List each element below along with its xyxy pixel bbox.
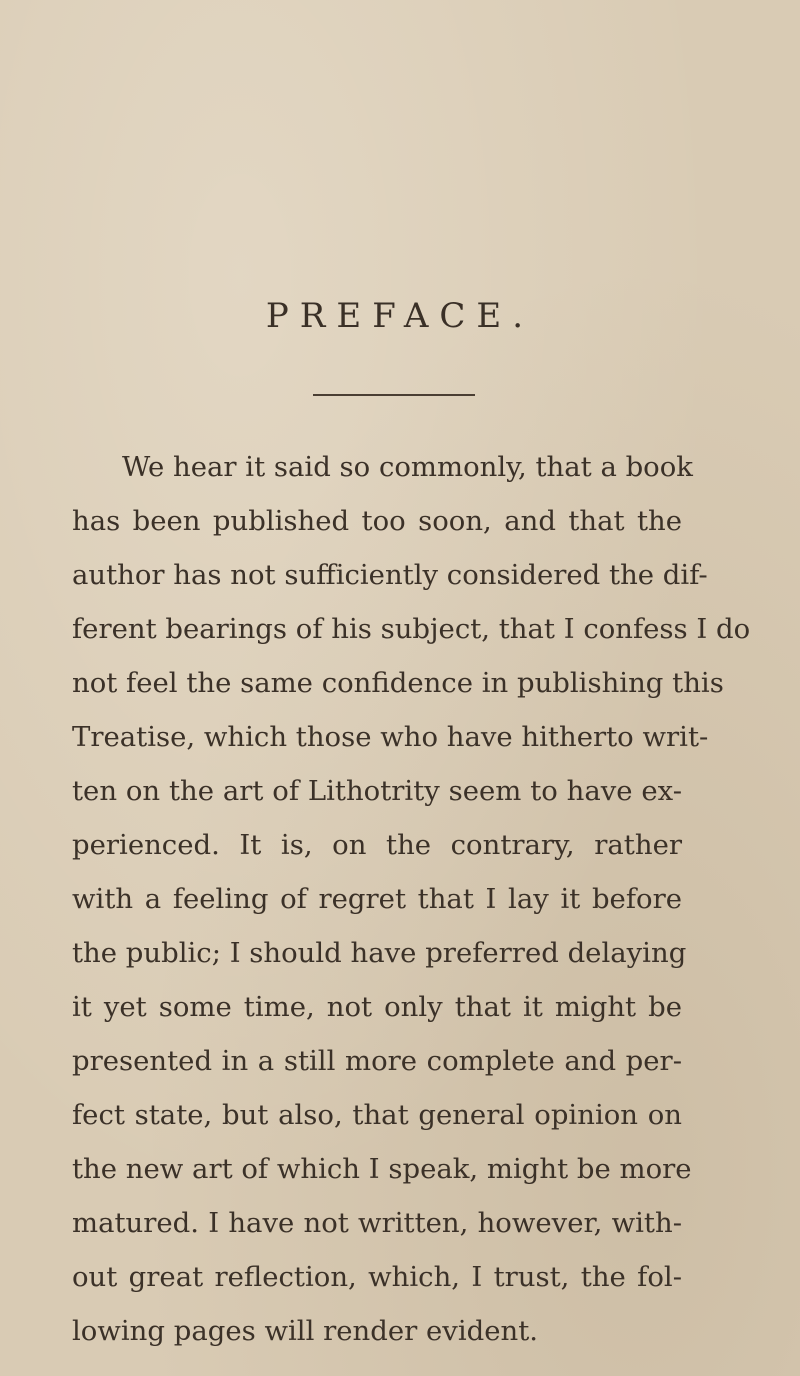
text-line: We hear it said so commonly, that a book xyxy=(122,451,693,483)
text-line: the new art of which I speak, might be more xyxy=(72,1153,692,1185)
text-line: fect state, but also, that general opinion on xyxy=(72,1099,682,1131)
text-line: lowing pages will render evident. xyxy=(72,1315,539,1347)
text-line: ten on the art of Lithotrity seem to have ex- xyxy=(72,775,682,807)
text-line: it yet some time, not only that it might be xyxy=(72,991,682,1023)
text-line: perienced. It is, on the contrary, rather xyxy=(72,829,682,861)
text-line: with a feeling of regret that I lay it before xyxy=(72,883,682,915)
text-line: author has not sufficiently considered the dif- xyxy=(72,559,708,591)
text-line: presented in a still more complete and per- xyxy=(72,1045,682,1077)
text-line: Treatise, which those who have hitherto writ- xyxy=(72,721,709,753)
text-line: out great reflection, which, I trust, the fol- xyxy=(72,1261,682,1293)
text-line: the public; I should have preferred delaying xyxy=(72,937,687,969)
preface-heading: PREFACE. xyxy=(265,296,535,336)
text-line: not feel the same confidence in publishing this xyxy=(72,667,724,699)
text-line: has been published too soon, and that the xyxy=(72,505,682,537)
text-line: matured. I have not written, however, with- xyxy=(72,1207,682,1239)
text-line: ferent bearings of his subject, that I confess I do xyxy=(72,613,751,645)
